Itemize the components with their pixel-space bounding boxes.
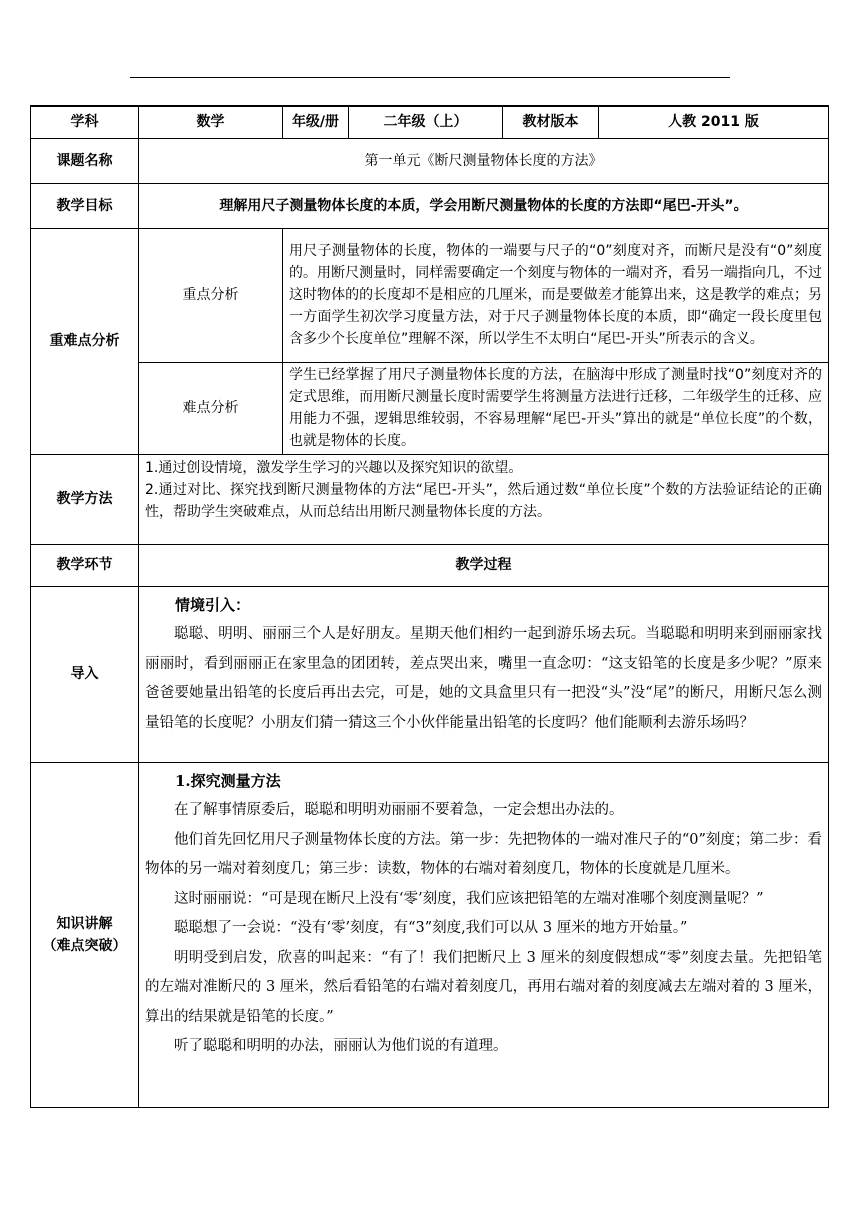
goal-row <box>31 183 829 228</box>
key-analysis-text: 用尺子测量物体的长度，物体的一端要与尺子的“0”刻度对齐，而断尺是没有“0”刻度的。用断尺测量时，同样需要确定一个刻度与物体的一端对齐，看另一端指向几，不过这时物体的的长度却不是相应的几厘米，而是要做差才能算出来，这是教学的难点；另一方面学生初次学习度量方法，对于尺子测量物体长度的本质，即“确定一段长度里包含多少个长度单位”理解不深，所以学生不太明白“尾巴-开头”所表示的含义。 <box>283 228 829 362</box>
key-analysis-row <box>31 228 829 362</box>
knowledge-heading: 1.探究测量方法 <box>175 771 281 790</box>
knowledge-label-line2: （难点突破） <box>42 937 127 954</box>
header-rule <box>130 77 730 78</box>
process-header-row <box>31 544 829 586</box>
header-row <box>31 106 829 138</box>
knowledge-label-line1: 知识讲解 <box>56 915 113 932</box>
knowledge-paragraph: 这时丽丽说：“可是现在断尺上没有‘零’刻度，我们应该把铅笔的左端对准哪个刻度测量呢？” <box>174 890 764 907</box>
process-label: 教学过程 <box>139 544 829 586</box>
intro-label: 导入 <box>31 586 139 762</box>
grade-label: 年级/册 <box>283 106 349 138</box>
intro-heading: 情境引入： <box>175 595 251 614</box>
edition-label: 教材版本 <box>503 106 599 138</box>
method-item: 2.通过对比、探究找到断尺测量物体的方法“尾巴-开头”，然后通过数“单位长度”个数的方法验证结论的正确性，帮助学生突破难点，从而总结出用断尺测量物体长度的方法。 <box>145 481 822 520</box>
topic-row <box>31 138 829 183</box>
stage-label: 教学环节 <box>31 544 139 586</box>
topic-label: 课题名称 <box>31 138 139 183</box>
goal-value: 理解用尺子测量物体长度的本质，学会用断尺测量物体的长度的方法即“尾巴-开头”。 <box>139 183 829 228</box>
knowledge-paragraph: 明明受到启发，欣喜的叫起来：“有了！我们把断尺上 3 厘米的刻度假想成“零”刻度去量。先把铅笔的左端对准断尺的 3 厘米，然后看铅笔的右端对着刻度几，再用右端对着的刻度减去左端对着的 3 厘米，算出的结果就是铅笔的长度。” <box>145 949 822 1025</box>
knowledge-paragraph: 他们首先回忆用尺子测量物体长度的方法。第一步：先把物体的一端对准尺子的“0”刻度；第二步：看物体的另一端对着刻度几；第三步：读数，物体的右端对着刻度几，物体的长度就是几厘米。 <box>145 831 822 877</box>
difficulty-analysis-label: 难点分析 <box>139 362 283 454</box>
methods-content <box>139 454 829 544</box>
knowledge-content <box>139 762 829 1107</box>
knowledge-paragraph: 聪聪想了一会说：“没有‘零’刻度，有“3”刻度,我们可以从 3 厘米的地方开始量。” <box>174 920 688 936</box>
knowledge-row <box>31 762 829 1107</box>
knowledge-paragraph: 听了聪聪和明明的办法，丽丽认为他们说的有道理。 <box>174 1038 508 1054</box>
knowledge-label <box>31 762 139 1107</box>
topic-value: 第一单元《断尺测量物体长度的方法》 <box>139 138 829 183</box>
grade-value: 二年级（上） <box>349 106 503 138</box>
method-item: 1.通过创设情境，激发学生学习的兴趣以及探究知识的欲望。 <box>145 459 523 476</box>
lesson-plan-table <box>30 105 829 1108</box>
key-analysis-label: 重点分析 <box>139 228 283 362</box>
edition-value: 人教 2011 版 <box>599 106 829 138</box>
methods-label: 教学方法 <box>31 454 139 544</box>
difficulty-analysis-text: 学生已经掌握了用尺子测量物体长度的方法，在脑海中形成了测量时找“0”刻度对齐的定式思维，而用断尺测量长度时需要学生将测量方法进行迁移，二年级学生的迁移、应用能力不强，逻辑思维较弱，不容易理解“尾巴-开头”算出的就是“单位长度”的个数，也就是物体的长度。 <box>283 362 829 454</box>
knowledge-paragraph: 在了解事情原委后，聪聪和明明劝丽丽不要着急，一定会想出办法的。 <box>174 802 624 818</box>
subject-label: 学科 <box>31 106 139 138</box>
intro-content <box>139 586 829 762</box>
subject-value: 数学 <box>139 106 283 138</box>
intro-text: 聪聪、明明、丽丽三个人是好朋友。星期天他们相约一起到游乐场去玩。当聪聪和明明来到丽丽家找丽丽时，看到丽丽正在家里急的团团转，差点哭出来，嘴里一直念叨：“这支铅笔的长度是多少呢？”原来爸爸要她量出铅笔的长度后再出去完，可是，她的文具盒里只有一把没“头”没“尾”的断尺，用断尺怎么测量铅笔的长度呢？小朋友们猜一猜这三个小伙伴能量出铅笔的长度吗？他们能顺利去游乐场吗？ <box>145 626 822 731</box>
difficulty-analysis-row <box>31 362 829 454</box>
goal-label: 教学目标 <box>31 183 139 228</box>
methods-row <box>31 454 829 544</box>
analysis-label: 重难点分析 <box>31 228 139 454</box>
intro-row <box>31 586 829 762</box>
